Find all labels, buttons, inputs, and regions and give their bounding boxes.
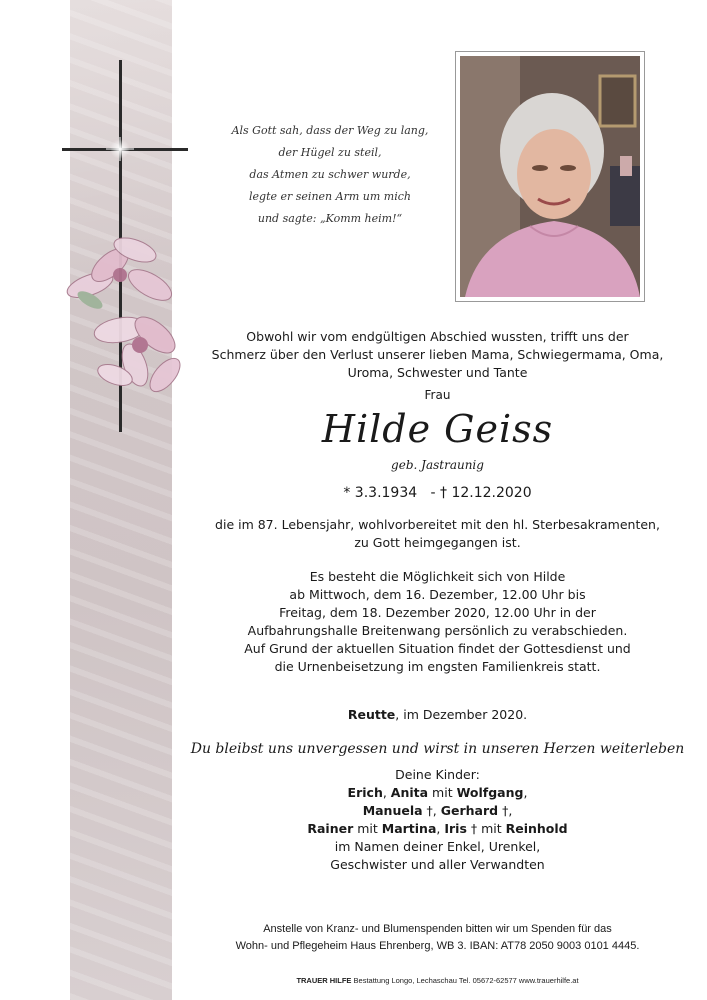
salutation: Frau [424,388,451,402]
service-text [205,640,670,676]
verse-line: legte er seinen Arm um mich [249,190,411,203]
place-city: Reutte [347,707,396,722]
portrait-frame [455,51,645,302]
verse-line: Als Gott sah, dass der Weg zu lang, [231,124,429,137]
maiden-name: geb. Jastraunig [391,458,484,472]
intro-line: Schmerz über den Verlust unserer lieben Mama, Schwiegermama, Oma, [211,347,664,362]
life-dates [205,484,670,502]
family-separator: mit [428,785,457,800]
service-line: die Urnenbeisetzung im engsten Familienkreis statt. [274,659,601,674]
family-member: Rainer [307,821,354,836]
passing-text [205,516,670,552]
family-line: Geschwister und aller Verwandten [330,857,545,872]
verse-line: der Hügel zu steil, [278,146,382,159]
family-member: Wolfgang [456,785,524,800]
deceased-block [205,406,670,474]
portrait-photo [460,56,640,297]
family-separator: , [382,785,391,800]
deceased-name: Hilde Geiss [321,407,554,451]
family-member: Erich [347,785,383,800]
family-separator: mit [353,821,382,836]
service-line: Auf Grund der aktuellen Situation findet der Gottesdienst und [244,641,631,656]
family-separator: , [436,821,445,836]
family-separator: † mit [466,821,506,836]
intro-line: Uroma, Schwester und Tante [347,365,528,380]
family-line [205,820,670,838]
family-heading: Deine Kinder: [395,767,480,782]
passing-line: die im 87. Lebensjahr, wohlvorbereitet mit den hl. Sterbesakramenten, [215,517,660,532]
imprint-text: Bestattung Longo, Lechaschau Tel. 05672-62577 www.trauerhilfe.at [351,976,579,985]
family-member: Reinhold [505,821,568,836]
intro-text [205,328,670,404]
family-separator: , [523,785,528,800]
family-line [205,784,670,802]
donation-line: Anstelle von Kranz- und Blumenspenden bitten wir um Spenden für das [263,923,612,935]
closing-line: Du bleibst uns unvergessen und wirst in unseren Herzen weiterleben [190,741,685,757]
family-line: im Namen deiner Enkel, Urenkel, [334,839,541,854]
viewing-line: Aufbahrungshalle Breitenwang persönlich zu verabschieden. [247,623,628,638]
family-block [205,766,670,874]
donation-line: Wohn- und Pflegeheim Haus Ehrenberg, WB 3. IBAN: AT78 2050 9003 0101 4445. [235,940,640,952]
verse-poem [205,120,455,230]
intro-line: Obwohl wir vom endgültigen Abschied wussten, trifft uns der [246,329,629,344]
viewing-text [205,568,670,640]
family-member: Iris [444,821,467,836]
family-member: Anita [390,785,429,800]
cross-with-lilies-icon [50,55,190,435]
family-line [205,802,670,820]
place-date-text: , im Dezember 2020. [395,707,528,722]
family-separator: †, [498,803,513,818]
family-member: Gerhard [440,803,499,818]
imprint-brand: TRAUER HILFE [296,976,352,985]
family-separator: †, [422,803,441,818]
viewing-line: Es besteht die Möglichkeit sich von Hilde [309,569,566,584]
verse-line: und sagte: „Komm heim!“ [257,212,403,225]
viewing-line: ab Mittwoch, dem 16. Dezember, 12.00 Uhr bis [289,587,586,602]
viewing-line: Freitag, dem 18. Dezember 2020, 12.00 Uhr in der [279,605,596,620]
family-member: Martina [381,821,437,836]
place-date [205,706,670,724]
passing-line: zu Gott heimgegangen ist. [354,535,521,550]
death-date: - † 12.12.2020 [430,485,532,501]
verse-line: das Atmen zu schwer wurde, [249,168,411,181]
donation-note [205,921,670,955]
birth-date: * 3.3.1934 [343,485,418,501]
imprint [205,976,670,985]
family-member: Manuela [362,803,423,818]
